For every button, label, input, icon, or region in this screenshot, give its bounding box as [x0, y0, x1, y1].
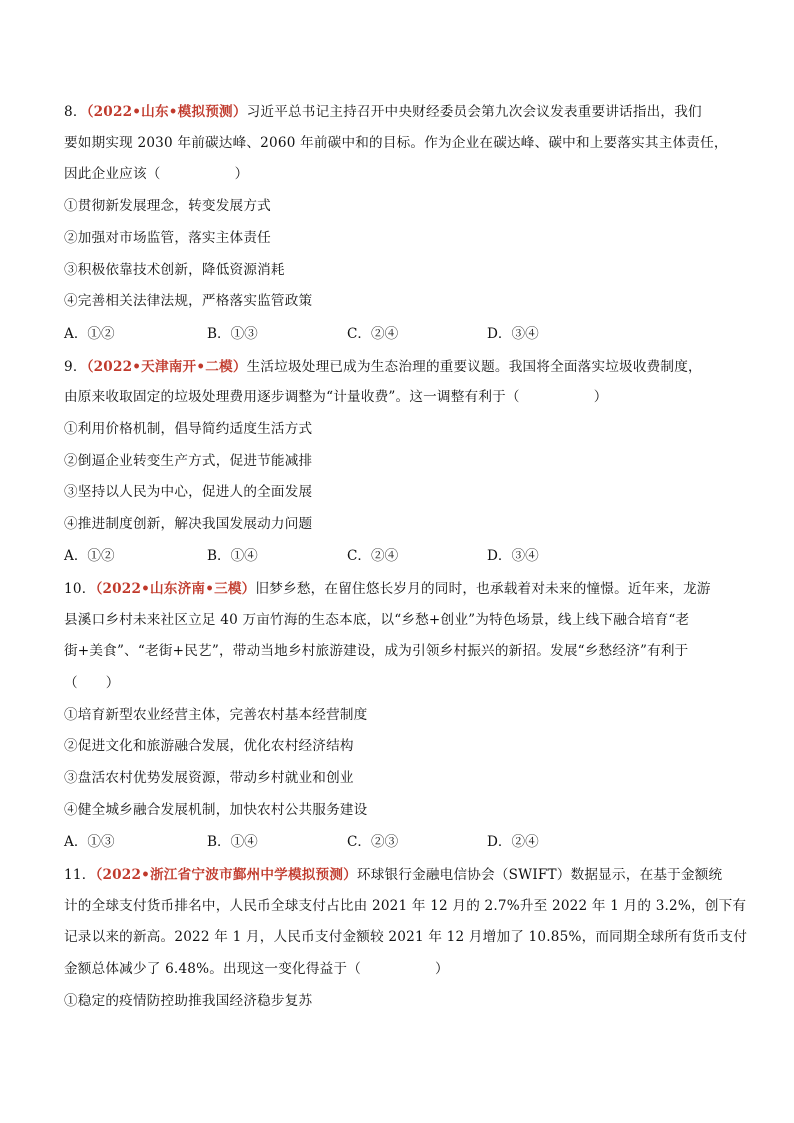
option-d: D．③④: [487, 326, 539, 342]
option-c: C．②③: [347, 834, 399, 850]
question-source: （2022•山东•模拟预测）: [86, 104, 247, 120]
question-8-stem-line-3: 因此企业应该（ ）: [64, 166, 249, 182]
question-9-item-3: ③坚持以人民为中心，促进人的全面发展: [64, 484, 313, 500]
question-8-stem-line-2: 要如期实现 2030 年前碳达峰、2060 年前碳中和的目标。作为企业在碳达峰、碳中和上要落实其主体责任，: [64, 135, 728, 151]
option-d: D．②④: [487, 834, 539, 850]
question-11-stem-line-4: 金额总体减少了 6.48%。出现这一变化得益于（ ）: [64, 961, 449, 977]
question-10-stem-line-3: 街+美食”、“老街+民艺”，带动当地乡村旅游建设，成为引领乡村振兴的新招。发展“乡愁经济”有利于: [64, 643, 689, 659]
question-number: 10．: [64, 581, 96, 597]
question-source: （2022•天津南开•二模）: [86, 359, 247, 375]
question-10-item-2: ②促进文化和旅游融合发展，优化农村经济结构: [64, 738, 354, 754]
question-10-stem-line-4: （ ）: [64, 675, 120, 691]
question-10-stem-line-2: 县溪口乡村未来社区立足 40 万亩竹海的生态本底，以“乡愁+创业”为特色场景，线上线下融合培育“老: [64, 612, 690, 628]
question-8-item-4: ④完善相关法律法规，严格落实监管政策: [64, 293, 313, 309]
question-number: 9．: [64, 359, 87, 375]
question-number: 8．: [64, 104, 87, 120]
question-source: （2022•浙江省宁波市鄞州中学模拟预测）: [95, 867, 357, 883]
question-10-item-1: ①培育新型农业经营主体，完善农村基本经营制度: [64, 707, 368, 723]
option-d: D．③④: [487, 548, 539, 564]
question-source: （2022•山东济南•三模）: [95, 581, 256, 597]
question-11-stem-line-2: 计的全球支付货币排名中，人民币全球支付占比由 2021 年 12 月的 2.7%升至 2022 年 1 月的 3.2%，创下有: [64, 898, 747, 914]
question-11-stem-line-1: 11．（2022•浙江省宁波市鄞州中学模拟预测）环球银行金融电信协会（SWIFT）数据显示，在基于金额统: [64, 867, 723, 883]
question-8-stem-line-1: 8．（2022•山东•模拟预测）习近平总书记主持召开中央财经委员会第九次会议发表重要讲话指出，我们: [64, 104, 702, 120]
option-a: A．①②: [64, 548, 115, 564]
option-b: B．①③: [207, 326, 258, 342]
question-9-stem-line-1: 9．（2022•天津南开•二模）生活垃圾处理已成为生态治理的重要议题。我国将全面落实垃圾收费制度，: [64, 359, 702, 375]
question-10-item-3: ③盘活农村优势发展资源，带动乡村就业和创业: [64, 770, 354, 786]
option-a: A．①③: [64, 834, 115, 850]
question-11-stem-line-3: 记录以来的新高。2022 年 1 月，人民币支付金额较 2021 年 12 月增加了 10.85%，而同期全球所有货币支付: [64, 929, 748, 945]
option-c: C．②④: [347, 548, 399, 564]
question-8-item-2: ②加强对市场监管，落实主体责任: [64, 230, 271, 246]
question-10-stem-line-1: 10．（2022•山东济南•三模）旧梦乡愁，在留住悠长岁月的同时，也承载着对未来的憧憬。近年来，龙游: [64, 581, 711, 597]
option-b: B．①④: [207, 548, 258, 564]
question-9-item-2: ②倒逼企业转变生产方式，促进节能减排: [64, 453, 313, 469]
option-c: C．②④: [347, 326, 399, 342]
question-10-item-4: ④健全城乡融合发展机制，加快农村公共服务建设: [64, 802, 368, 818]
question-9-item-1: ①利用价格机制，倡导简约适度生活方式: [64, 421, 313, 437]
question-11-item-1: ①稳定的疫情防控助推我国经济稳步复苏: [64, 993, 313, 1009]
option-b: B．①④: [207, 834, 258, 850]
option-a: A．①②: [64, 326, 115, 342]
question-8-item-3: ③积极依靠技术创新，降低资源消耗: [64, 262, 285, 278]
question-9-item-4: ④推进制度创新，解决我国发展动力问题: [64, 516, 313, 532]
question-8-item-1: ①贯彻新发展理念，转变发展方式: [64, 198, 271, 214]
question-number: 11．: [64, 867, 96, 883]
question-9-stem-line-2: 由原来收取固定的垃圾处理费用逐步调整为“计量收费”。这一调整有利于（ ）: [64, 389, 608, 405]
